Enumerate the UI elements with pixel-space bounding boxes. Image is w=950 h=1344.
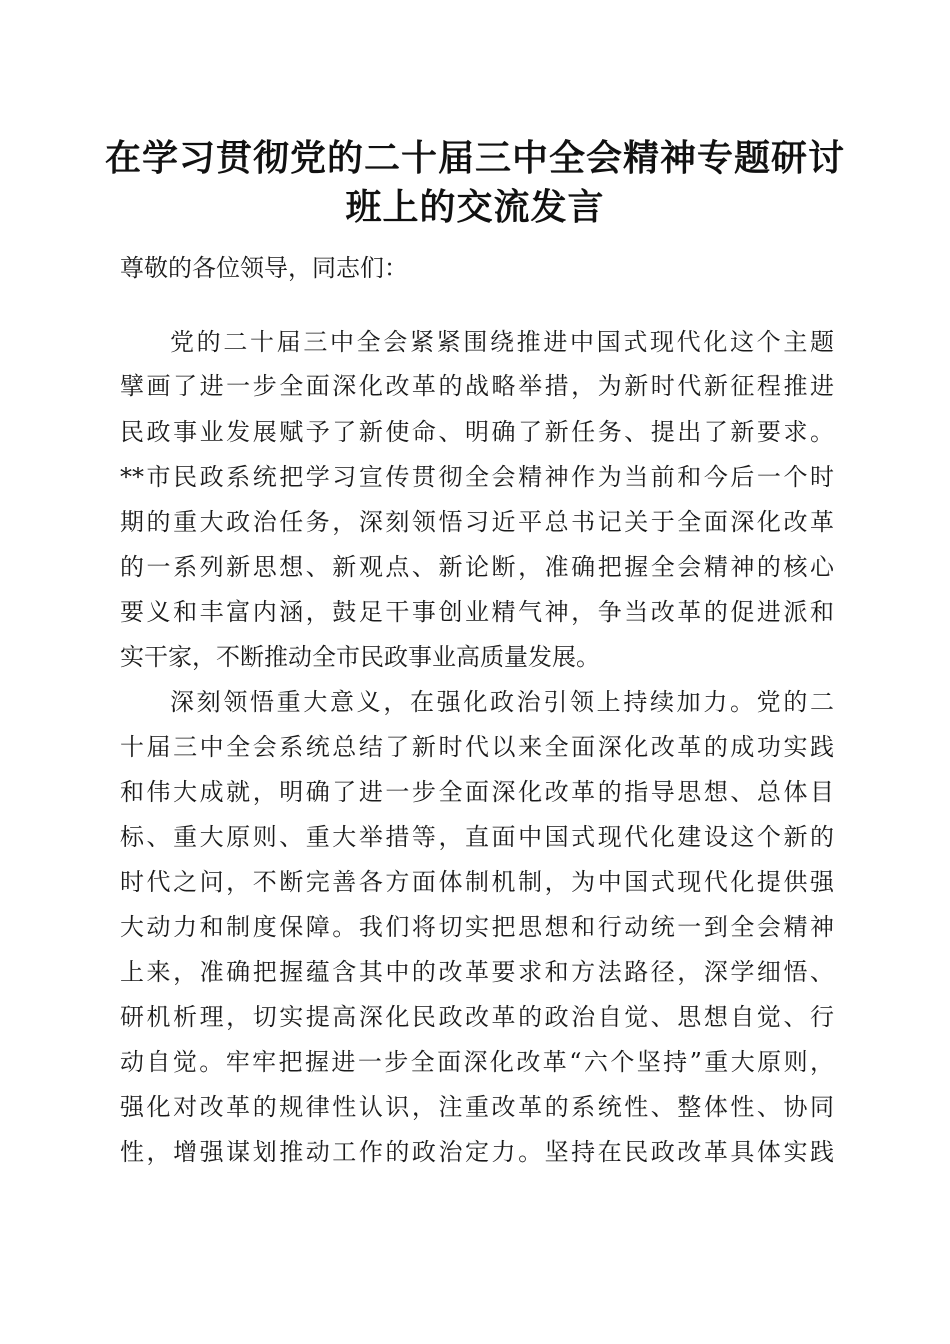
paragraph-2-line: 动自觉。牢牢把握进一步全面深化改革“六个坚持”重大原则， [120,1048,834,1076]
paragraph-2-line: 大动力和制度保障。我们将切实把思想和行动统一到全会精神 [120,913,834,941]
salutation: 尊敬的各位领导，同志们： [120,254,408,282]
paragraph-1-line: 实干家，不断推动全市民政事业高质量发展。 [120,643,600,671]
paragraph-2-line: 和伟大成就，明确了进一步全面深化改革的指导思想、总体目 [120,778,834,806]
paragraph-2-line: 强化对改革的规律性认识，注重改革的系统性、整体性、协同 [120,1093,834,1121]
paragraph-1-line: 的一系列新思想、新观点、新论断，准确把握全会精神的核心 [120,553,834,581]
paragraph-2-line: 时代之问，不断完善各方面体制机制，为中国式现代化提供强 [120,868,834,896]
paragraph-2-line: 性，增强谋划推动工作的政治定力。坚持在民政改革具体实践 [120,1138,834,1166]
paragraph-2-line: 深刻领悟重大意义，在强化政治引领上持续加力。党的二 [170,688,834,716]
paragraph-1-line: 党的二十届三中全会紧紧围绕推进中国式现代化这个主题 [170,328,834,356]
paragraph-1-line: 擘画了进一步全面深化改革的战略举措，为新时代新征程推进 [120,372,834,400]
paragraph-2-line: 标、重大原则、重大举措等，直面中国式现代化建设这个新的 [120,823,834,851]
paragraph-1-line: **市民政系统把学习宣传贯彻全会精神作为当前和今后一个时 [120,463,834,491]
paragraph-1-line: 要义和丰富内涵，鼓足干事创业精气神，争当改革的促进派和 [120,598,834,626]
paragraph-1-line: 民政事业发展赋予了新使命、明确了新任务、提出了新要求。 [120,418,834,446]
document-title-line-1: 在学习贯彻党的二十届三中全会精神专题研讨 [104,137,845,179]
paragraph-2-line: 十届三中全会系统总结了新时代以来全面深化改革的成功实践 [120,733,834,761]
document-title-line-2: 班上的交流发言 [345,186,605,228]
paragraph-2-line: 研机析理，切实提高深化民政改革的政治自觉、思想自觉、行 [120,1003,834,1031]
paragraph-2-line: 上来，准确把握蕴含其中的改革要求和方法路径，深学细悟、 [120,958,834,986]
paragraph-1-line: 期的重大政治任务，深刻领悟习近平总书记关于全面深化改革 [120,508,834,536]
